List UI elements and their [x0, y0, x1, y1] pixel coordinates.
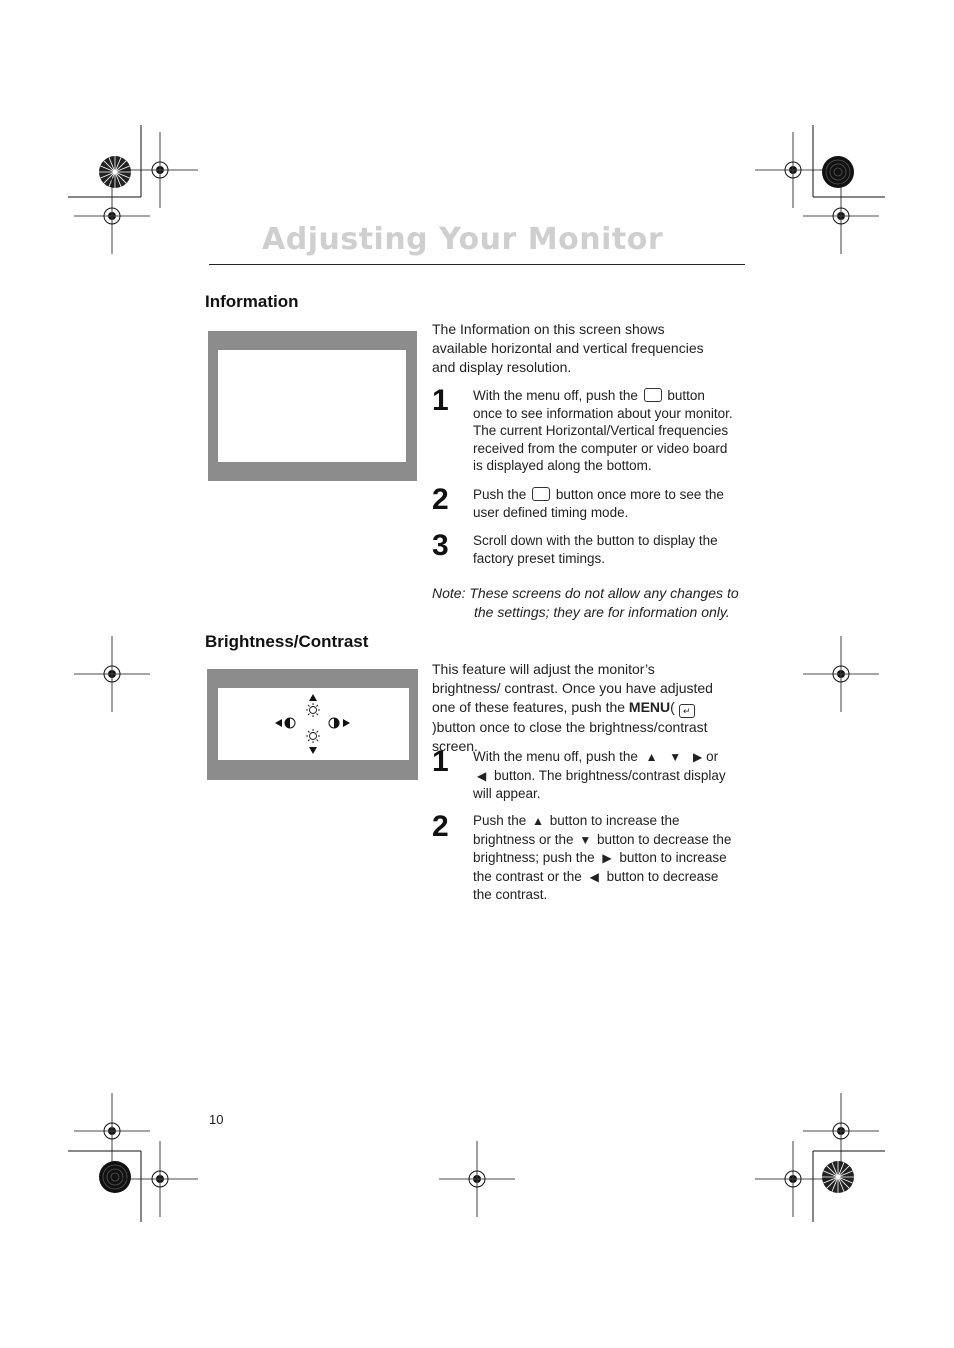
left-arrow-icon: ◀ [477, 768, 487, 783]
information-step-1-text-b: button once to see information about your monitor. The current Horizontal/Vertical frequencies received from the computer or video board is displayed along the bottom. [473, 388, 733, 473]
down-arrow-icon: ▼ [669, 750, 682, 764]
registration-target-icon [803, 1093, 879, 1169]
brightness-step-2-text-d: button to increase the contrast or the [473, 850, 727, 884]
page-title: Adjusting Your Monitor [262, 222, 664, 257]
information-step-2-text-a: Push the [473, 487, 527, 502]
starburst-icon [822, 1161, 854, 1193]
brightness-step-1-text-a: With the menu off, push the [473, 749, 638, 764]
left-arrow-icon: ◀ [589, 869, 599, 884]
information-note-line-1: Note: These screens do not allow any changes to [432, 585, 739, 601]
up-arrow-icon: ▲ [532, 814, 544, 828]
down-arrow-icon: ▼ [579, 832, 592, 847]
information-intro: The Information on this screen shows available horizontal and vertical frequencies and display resolution. [432, 321, 704, 375]
brightness-heading: Brightness/Contrast [205, 632, 369, 651]
information-step-2-text-b: button once more to see the user defined timing mode. [473, 487, 724, 520]
brightness-step-1-text-b: button. The brightness/contrast display will appear. [473, 767, 726, 801]
registration-target-icon [755, 1141, 831, 1217]
right-arrow-icon: ▶ [602, 851, 612, 865]
registration-target-icon [74, 1093, 150, 1169]
information-step-1-number: 1 [432, 384, 449, 417]
brightness-step-2-text-b: button to increase the brightness or the [473, 813, 680, 847]
registration-target-icon [122, 1141, 198, 1217]
brightness-step-1-number: 1 [432, 745, 449, 778]
brightness-step-2-text-c: button to decrease the brightness; push the [473, 831, 732, 865]
starburst-icon [99, 1161, 131, 1193]
registration-target-icon [439, 1141, 515, 1217]
brightness-step-2-text-a: Push the [473, 813, 527, 828]
brightness-intro-b: )button once to close the brightness/contrast screen. [432, 719, 708, 754]
starburst-icon [99, 156, 131, 188]
information-heading: Information [205, 292, 299, 311]
right-arrow-icon: ▶ [692, 750, 703, 764]
registration-target-icon [803, 178, 879, 254]
information-step-3-number: 3 [432, 529, 449, 562]
information-step-3-text: Scroll down with the button to display the factory preset timings. [473, 533, 718, 566]
menu-label: MENU [628, 699, 671, 715]
registration-target-icon [74, 178, 150, 254]
information-step-1-text-a: With the menu off, push the [473, 388, 638, 403]
information-step-2-number: 2 [432, 483, 449, 516]
up-arrow-icon: ▲ [645, 750, 658, 764]
enter-key-icon: ↵ [679, 704, 695, 718]
page-number: 10 [209, 1112, 224, 1127]
brightness-step-1-or: or [706, 749, 719, 764]
registration-target-icon [803, 636, 879, 712]
starburst-icon [822, 156, 854, 188]
information-note-line-2: the settings; they are for information only. [474, 604, 730, 620]
registration-target-icon [74, 636, 150, 712]
brightness-step-2-text-e: button to decrease the contrast. [473, 868, 719, 902]
brightness-intro-a: This feature will adjust the monitor’s brightness/ contrast. Once you have adjusted one of these features, push the [432, 661, 713, 715]
brightness-intro: This feature will adjust the monitor’s brightness/ contrast. Once you have adjusted one of these features, push the MENU( ↵ )button once to close the brightness/contrast screen. [432, 661, 713, 754]
brightness-step-2-number: 2 [432, 810, 449, 843]
